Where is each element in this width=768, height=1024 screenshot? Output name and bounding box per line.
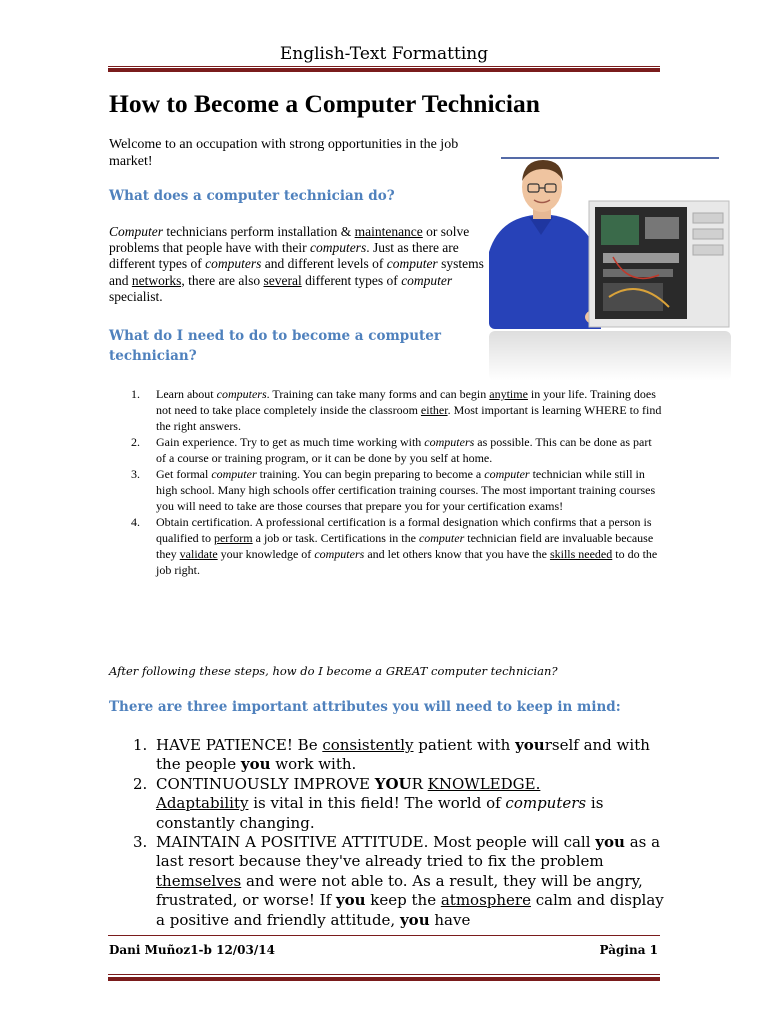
section1-paragraph: Computer technicians perform installation & maintenance or solve problems that people have with their computers. Just as there are different types of computers and different levels of computer systems and networks, there are also several different types of computer specialist. (109, 224, 484, 304)
technician-photo (489, 157, 731, 329)
after-steps-question: After following these steps, how do I become a GREAT computer technician? (109, 664, 558, 678)
list-item: 4. Obtain certification. A professional certification is a formal designation which confirms that a person is qualified to perform a job or task. Certifications in the computer technician field are invaluable because they validate your knowledge of computers and let others know that you have the skills needed to do the job right. (131, 515, 658, 577)
attributes-list (109, 736, 664, 930)
section1-heading: What does a computer technician do? (109, 188, 395, 204)
list-item: 3. Get formal computer training. You can begin preparing to become a computer technician while still in high school. Many high schools offer certification training courses. The most important training courses you will need to take are those courses that prepare you for your certification exams! (131, 467, 656, 513)
list-item: 1. Learn about computers. Training can take many forms and can begin anytime in your life. Training does not need to take place completely inside the classroom either. Most important is learning WHERE to find the right answers. (131, 387, 662, 433)
page-title: How to Become a Computer Technician (109, 89, 540, 118)
footer-rule-thin (108, 974, 660, 975)
footer-rule-top (108, 935, 660, 936)
section3-heading: There are three important attributes you will need to keep in mind: (109, 699, 621, 715)
footer-author-date: Dani Muñoz1-b 12/03/14 (109, 943, 275, 957)
list-item: 2. Gain experience. Try to get as much time working with computers as possible. This can be done as part of a course or training program, or it can be done by you self at home. (131, 435, 652, 465)
header-rule-thin (108, 66, 660, 67)
header-rule-thick (108, 68, 660, 72)
footer-page-number: Pàgina 1 (599, 943, 658, 957)
list-item: 3. MAINTAIN A POSITIVE ATTITUDE. Most people will call you as a last resort because they've already tried to fix the problem themselves and were not able to. As a result, they will be angry, frustrated, or worse! If you keep the atmosphere calm and display a positive and friendly attitude, you have (133, 833, 664, 929)
section2-heading: What do I need to do to become a computer technician? (109, 328, 441, 364)
list-item: 2. CONTINUOUSLY IMPROVE YOUR KNOWLEDGE. Adaptability is vital in this field! The world of computers is constantly changing. (133, 774, 604, 832)
photo-reflection (489, 331, 731, 381)
list-item: 1. HAVE PATIENCE! Be consistently patient with yourself and with the people you work with. (133, 736, 650, 774)
footer-rule-thick (108, 977, 660, 981)
steps-list (109, 386, 662, 578)
intro-text: Welcome to an occupation with strong opportunities in the job market! (109, 137, 459, 169)
header-title: English-Text Formatting (279, 44, 489, 64)
